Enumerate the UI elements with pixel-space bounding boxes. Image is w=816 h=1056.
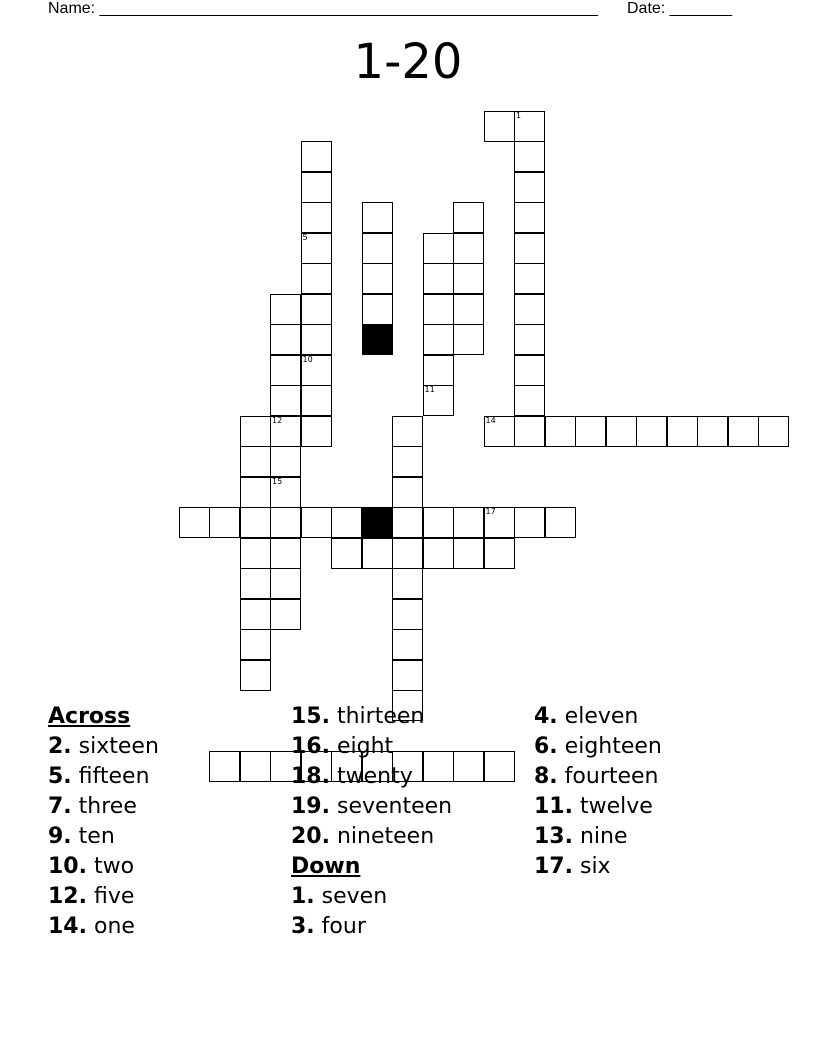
clue-item-text: sixteen xyxy=(71,734,159,759)
clue-item-text: twelve xyxy=(572,794,653,819)
grid-cell[interactable] xyxy=(270,294,301,325)
grid-cell[interactable] xyxy=(453,751,484,782)
grid-cell[interactable] xyxy=(392,446,423,477)
grid-cell[interactable] xyxy=(697,416,728,447)
grid-cell[interactable] xyxy=(331,538,362,569)
grid-cell[interactable] xyxy=(453,507,484,538)
clue-item-number: 7. xyxy=(48,794,72,819)
clue-item xyxy=(534,702,662,732)
grid-cell[interactable] xyxy=(240,568,271,599)
clue-item-number: 10. xyxy=(48,854,87,879)
blocked-cell xyxy=(362,324,393,355)
clue-column-1 xyxy=(48,702,159,942)
grid-cell[interactable] xyxy=(514,202,545,233)
grid-cell[interactable] xyxy=(514,141,545,172)
clue-item xyxy=(534,852,662,882)
clue-item-text: ten xyxy=(71,824,115,849)
clue-item-number: 11. xyxy=(534,794,573,819)
clue-item-text: thirteen xyxy=(329,704,425,729)
grid-cell[interactable] xyxy=(270,416,301,447)
grid-cell[interactable] xyxy=(301,263,332,294)
clue-item-number: 2. xyxy=(48,734,72,759)
grid-cell[interactable] xyxy=(392,599,423,630)
clue-item xyxy=(291,912,452,942)
clue-item-number: 9. xyxy=(48,824,72,849)
date-field[interactable]: Date: _______ xyxy=(627,0,732,17)
grid-cell[interactable] xyxy=(240,507,271,538)
grid-cell[interactable] xyxy=(514,111,545,142)
clue-number: 14 xyxy=(485,415,496,425)
grid-cell[interactable] xyxy=(240,751,271,782)
clue-item xyxy=(291,732,452,762)
clue-number: 10 xyxy=(302,354,313,364)
grid-cell[interactable] xyxy=(301,355,332,386)
clue-item-number: 8. xyxy=(534,764,558,789)
grid-cell[interactable] xyxy=(301,416,332,447)
clue-item-text: fourteen xyxy=(557,764,659,789)
grid-cell[interactable] xyxy=(728,416,759,447)
grid-cell[interactable] xyxy=(514,416,545,447)
clue-item-text: eleven xyxy=(557,704,639,729)
grid-cell[interactable] xyxy=(270,599,301,630)
clue-item xyxy=(291,762,452,792)
clue-item xyxy=(534,762,662,792)
clue-item xyxy=(534,822,662,852)
grid-cell[interactable] xyxy=(362,294,393,325)
grid-cell[interactable] xyxy=(240,629,271,660)
clue-item-number: 12. xyxy=(48,884,87,909)
grid-cell[interactable] xyxy=(270,507,301,538)
grid-cell[interactable] xyxy=(514,233,545,264)
clue-item xyxy=(291,702,452,732)
clue-column-2 xyxy=(291,702,452,942)
grid-cell[interactable] xyxy=(423,263,454,294)
clue-item-text: eighteen xyxy=(557,734,662,759)
grid-cell[interactable] xyxy=(240,446,271,477)
grid-cell[interactable] xyxy=(392,538,423,569)
grid-cell[interactable] xyxy=(179,507,210,538)
grid-cell[interactable] xyxy=(331,507,362,538)
clue-number: 12 xyxy=(272,415,283,425)
down-heading: Down xyxy=(291,854,361,879)
clue-item-text: three xyxy=(71,794,137,819)
grid-cell[interactable] xyxy=(453,538,484,569)
clue-item xyxy=(48,792,159,822)
clue-item xyxy=(48,852,159,882)
clue-item xyxy=(291,822,452,852)
grid-cell[interactable] xyxy=(453,233,484,264)
grid-cell[interactable] xyxy=(575,416,606,447)
clue-item xyxy=(48,762,159,792)
clue-item-number: 14. xyxy=(48,914,87,939)
clue-item-text: six xyxy=(572,854,611,879)
grid-cell[interactable] xyxy=(240,416,271,447)
clue-item-number: 4. xyxy=(534,704,558,729)
across-heading: Across xyxy=(48,704,131,729)
name-field[interactable]: Name: ________________________________________________________ xyxy=(48,0,598,17)
grid-cell[interactable] xyxy=(606,416,637,447)
grid-cell[interactable] xyxy=(301,294,332,325)
grid-cell[interactable] xyxy=(392,568,423,599)
grid-cell[interactable] xyxy=(484,416,515,447)
clue-number: 17 xyxy=(485,507,496,516)
clue-column-3 xyxy=(534,702,662,882)
grid-cell[interactable] xyxy=(209,751,240,782)
grid-cell[interactable] xyxy=(545,416,576,447)
clue-item-number: 15. xyxy=(291,704,330,729)
grid-cell[interactable] xyxy=(301,172,332,203)
grid-cell[interactable] xyxy=(484,111,515,142)
grid-cell[interactable] xyxy=(240,660,271,691)
clue-item-number: 13. xyxy=(534,824,573,849)
grid-cell[interactable] xyxy=(514,294,545,325)
grid-cell[interactable] xyxy=(362,263,393,294)
grid-cell[interactable] xyxy=(484,507,515,538)
grid-cell[interactable] xyxy=(423,324,454,355)
grid-cell[interactable] xyxy=(362,538,393,569)
grid-cell[interactable] xyxy=(392,416,423,447)
grid-cell[interactable] xyxy=(423,233,454,264)
grid-cell[interactable] xyxy=(301,385,332,416)
grid-cell[interactable] xyxy=(453,202,484,233)
grid-cell[interactable] xyxy=(392,660,423,691)
clue-item-text: seven xyxy=(314,884,388,909)
clue-item-number: 20. xyxy=(291,824,330,849)
clue-item-number: 19. xyxy=(291,794,330,819)
clue-item-number: 6. xyxy=(534,734,558,759)
clue-item xyxy=(291,792,452,822)
grid-cell[interactable] xyxy=(514,263,545,294)
grid-cell[interactable] xyxy=(423,507,454,538)
grid-cell[interactable] xyxy=(423,538,454,569)
grid-cell[interactable] xyxy=(545,507,576,538)
clue-item-number: 17. xyxy=(534,854,573,879)
grid-cell[interactable] xyxy=(301,141,332,172)
grid-cell[interactable] xyxy=(392,629,423,660)
clue-item xyxy=(48,822,159,852)
grid-cell[interactable] xyxy=(514,324,545,355)
grid-cell[interactable] xyxy=(667,416,698,447)
clue-item xyxy=(534,792,662,822)
grid-cell[interactable] xyxy=(270,568,301,599)
grid-cell[interactable] xyxy=(209,507,240,538)
grid-cell[interactable] xyxy=(240,599,271,630)
grid-cell[interactable] xyxy=(392,477,423,508)
clue-item xyxy=(291,882,452,912)
grid-cell[interactable] xyxy=(301,202,332,233)
clue-number: 15 xyxy=(272,476,283,486)
grid-cell[interactable] xyxy=(240,538,271,569)
clue-item-number: 3. xyxy=(291,914,315,939)
grid-cell[interactable] xyxy=(423,385,454,416)
grid-cell[interactable] xyxy=(484,538,515,569)
clue-item-text: four xyxy=(314,914,366,939)
clue-item-text: twenty xyxy=(329,764,413,789)
clue-item xyxy=(48,732,159,762)
grid-cell[interactable] xyxy=(423,355,454,386)
grid-cell[interactable] xyxy=(240,477,271,508)
grid-cell[interactable] xyxy=(362,233,393,264)
clue-item-number: 1. xyxy=(291,884,315,909)
grid-cell[interactable] xyxy=(514,385,545,416)
grid-cell[interactable] xyxy=(362,202,393,233)
clue-item-text: fifteen xyxy=(71,764,150,789)
clue-item-text: eight xyxy=(329,734,394,759)
grid-cell[interactable] xyxy=(514,507,545,538)
grid-cell[interactable] xyxy=(392,507,423,538)
grid-cell[interactable] xyxy=(301,324,332,355)
grid-cell[interactable] xyxy=(270,538,301,569)
grid-cell[interactable] xyxy=(270,355,301,386)
grid-cell[interactable] xyxy=(514,172,545,203)
clue-number: 11 xyxy=(424,385,435,394)
clue-item-text: nine xyxy=(572,824,628,849)
grid-cell[interactable] xyxy=(758,416,789,447)
clue-item-text: seventeen xyxy=(329,794,453,819)
blocked-cell xyxy=(362,507,393,538)
grid-cell[interactable] xyxy=(636,416,667,447)
clue-number: 1 xyxy=(516,110,522,120)
grid-cell[interactable] xyxy=(514,355,545,386)
clue-item-text: nineteen xyxy=(329,824,435,849)
grid-cell[interactable] xyxy=(453,294,484,325)
grid-cell[interactable] xyxy=(301,507,332,538)
clue-item xyxy=(48,912,159,942)
clue-item xyxy=(534,732,662,762)
grid-cell[interactable] xyxy=(484,751,515,782)
grid-cell[interactable] xyxy=(270,385,301,416)
clue-item xyxy=(48,882,159,912)
clue-item-number: 18. xyxy=(291,764,330,789)
grid-cell[interactable] xyxy=(453,263,484,294)
clue-item-text: one xyxy=(86,914,135,939)
clue-number: 5 xyxy=(302,232,308,242)
grid-cell[interactable] xyxy=(423,294,454,325)
grid-cell[interactable] xyxy=(270,324,301,355)
puzzle-title: 1-20 xyxy=(353,34,463,90)
clue-item-number: 5. xyxy=(48,764,72,789)
grid-cell[interactable] xyxy=(270,446,301,477)
clue-item-text: two xyxy=(86,854,135,879)
grid-cell[interactable] xyxy=(270,477,301,508)
grid-cell[interactable] xyxy=(301,233,332,264)
clue-item-text: five xyxy=(86,884,135,909)
clue-item-number: 16. xyxy=(291,734,330,759)
grid-cell[interactable] xyxy=(453,324,484,355)
